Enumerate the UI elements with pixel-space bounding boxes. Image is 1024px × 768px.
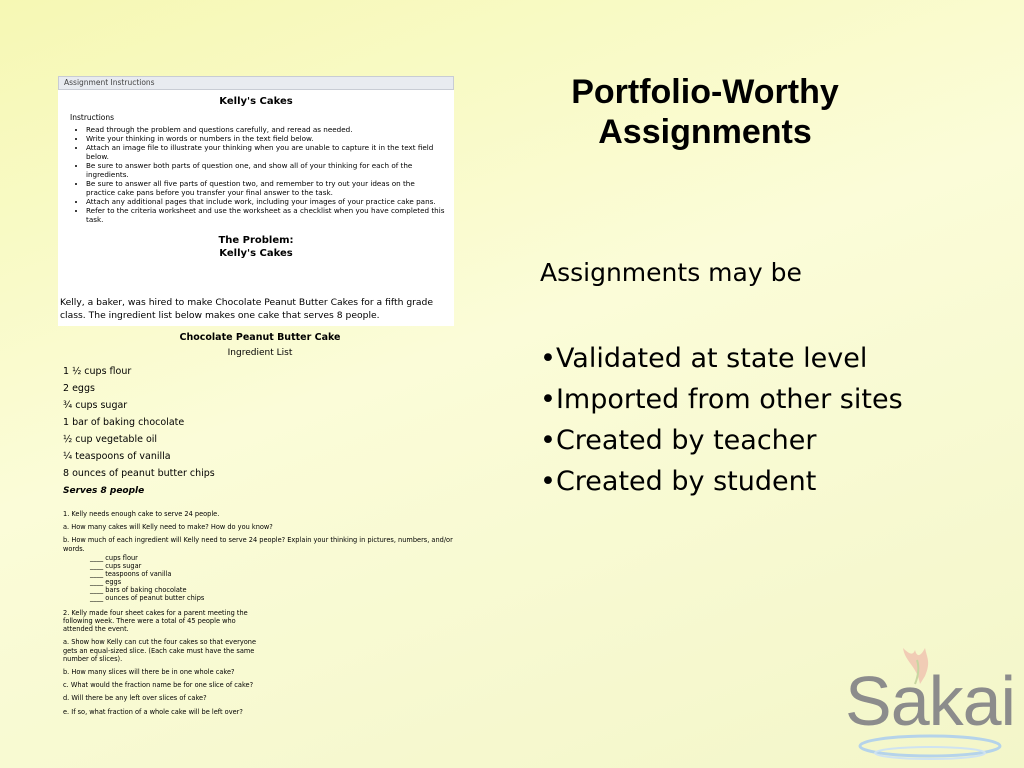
question: c. What would the fraction name be for one slice of cake? — [63, 681, 254, 690]
blank-line: ____ bars of baking chocolate — [90, 585, 187, 594]
instructions-label: Instructions — [70, 113, 115, 122]
instruction-item: • Refer to the criteria worksheet and use the worksheet as a checklist when you have completed this task. — [86, 206, 446, 224]
bullet-item: • Imported from other sites — [540, 379, 903, 420]
logo-text: Sakai — [845, 662, 1016, 740]
instruction-item: • Attach any additional pages that include work, including your images of your practice cake pans. — [86, 197, 446, 206]
question: 2. Kelly made four sheet cakes for a parent meeting the following week. There were a total of 45 people who attended the event. — [63, 608, 248, 634]
ingredient: ¾ cups sugar — [63, 400, 128, 411]
question: e. If so, what fraction of a whole cake will be left over? — [63, 707, 243, 716]
problem-intro: Kelly, a baker, was hired to make Chocolate Peanut Butter Cakes for a fifth grade class. The ingredient list below makes one cake that serves 8 people. — [60, 297, 434, 321]
ingredient: 1 ½ cups flour — [63, 366, 132, 377]
blank-line: ____ teaspoons of vanilla — [90, 569, 172, 578]
cake-title: Chocolate Peanut Butter Cake — [179, 332, 341, 343]
assignment-title: Kelly's Cakes — [219, 96, 293, 107]
ingredient: 8 ounces of peanut butter chips — [63, 468, 215, 479]
ingredient-list-label: Ingredient List — [227, 348, 293, 358]
ingredient: 2 eggs — [63, 383, 95, 394]
ingredient: ½ cup vegetable oil — [63, 434, 158, 445]
instruction-item: • Read through the problem and questions carefully, and reread as needed. — [86, 125, 446, 134]
instruction-item: • Write your thinking in words or numbers in the text field below. — [86, 134, 446, 143]
problem-document — [60, 296, 460, 721]
bullet-item: • Validated at state level — [540, 338, 903, 379]
instruction-item: • Be sure to answer all five parts of question two, and remember to try out your ideas on the practice cake pans before you transfer your final answer to the task. — [86, 179, 446, 197]
bullet-item: • Created by teacher — [540, 420, 903, 461]
ingredient: 1 bar of baking chocolate — [63, 417, 185, 428]
instructions-list — [78, 125, 446, 224]
slide-title — [520, 72, 890, 152]
slide-subtitle: Assignments may be — [540, 258, 802, 287]
blank-line: ____ cups sugar — [90, 561, 142, 570]
blank-line: ____ cups flour — [90, 553, 138, 562]
blank-line: ____ eggs — [90, 577, 122, 586]
serves-label: Serves 8 people — [63, 486, 145, 496]
question: 1. Kelly needs enough cake to serve 24 people. — [63, 510, 220, 518]
question: a. Show how Kelly can cut the four cakes so that everyone gets an equal-sized slice. (Each cake must have the same number of slices). — [63, 638, 257, 663]
blank-line: ____ ounces of peanut butter chips — [90, 593, 205, 602]
assignment-screenshot — [58, 76, 454, 326]
question: b. How many slices will there be in one whole cake? — [63, 668, 235, 677]
instruction-item: • Attach an image file to illustrate your thinking when you are unable to capture it in the text field below. — [86, 143, 446, 161]
ingredient: ¼ teaspoons of vanilla — [63, 451, 171, 462]
problem-title: Kelly's Cakes — [219, 248, 293, 259]
problem-heading: The Problem: — [218, 235, 294, 246]
question: a. How many cakes will Kelly need to make? How do you know? — [63, 523, 273, 532]
title-line-2: Assignments — [598, 113, 812, 151]
question: d. Will there be any left over slices of cake? — [63, 694, 207, 703]
sakai-logo — [845, 636, 1015, 761]
title-line-1: Portfolio-Worthy — [571, 73, 839, 111]
bullet-list — [540, 338, 903, 502]
assignment-header-bar: Assignment Instructions — [58, 76, 454, 90]
question: b. How much of each ingredient will Kelly need to serve 24 people? Explain your thinking in pictures, numbers, and/or words. — [63, 536, 453, 553]
bullet-item: • Created by student — [540, 461, 903, 502]
instruction-item: • Be sure to answer both parts of question one, and show all of your thinking for each of the ingredients. — [86, 161, 446, 179]
